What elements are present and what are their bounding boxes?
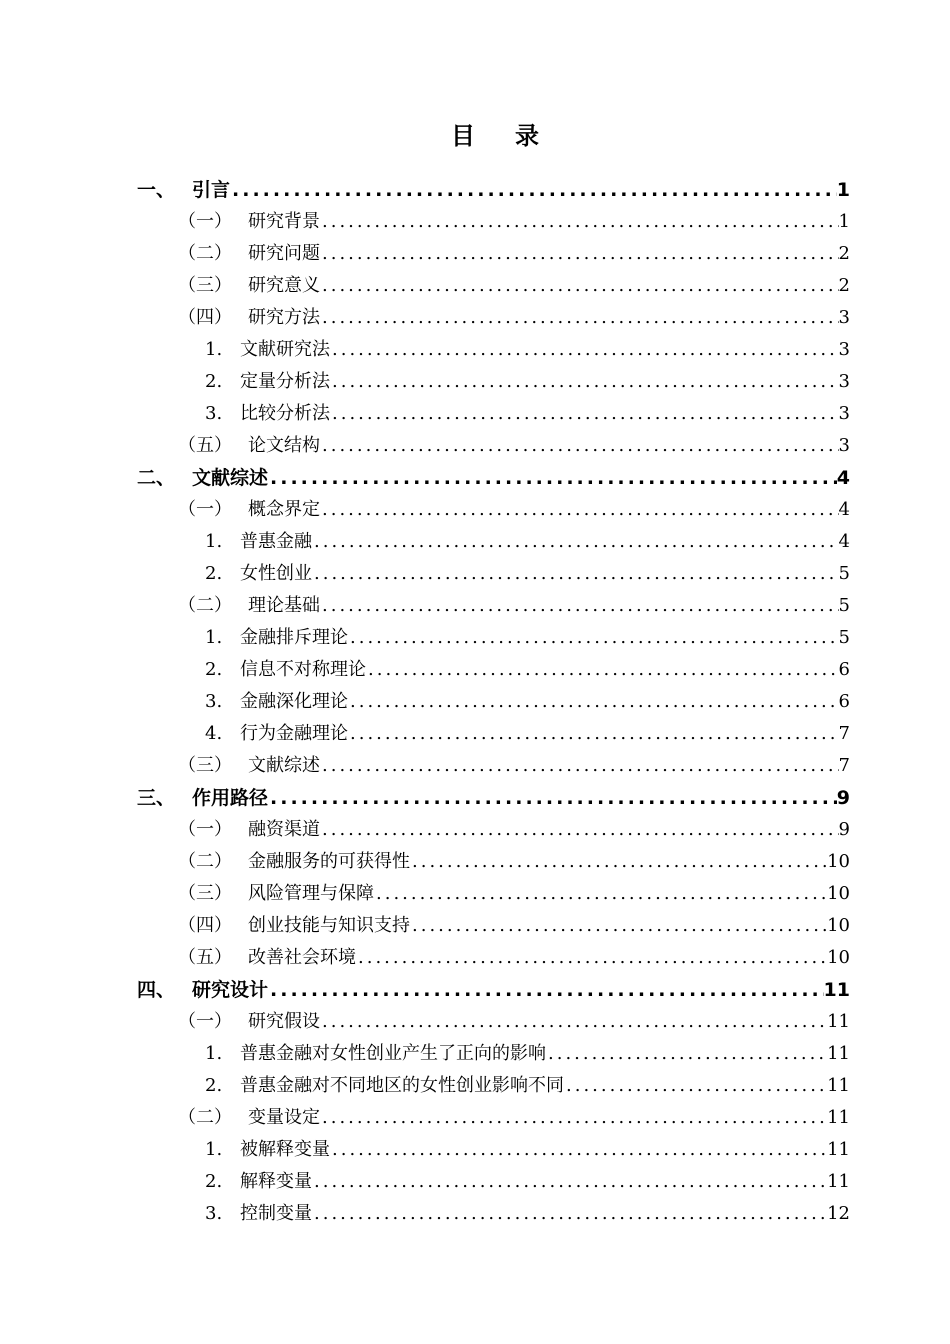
toc-entry-title: 概念界定 bbox=[248, 499, 320, 520]
toc-entry[interactable] bbox=[178, 942, 850, 974]
toc-entry-title: 金融服务的可获得性 bbox=[248, 851, 410, 872]
toc-leader-dots bbox=[268, 782, 837, 814]
toc-entry-page: 11 bbox=[827, 1171, 850, 1192]
toc-entry-title: 作用路径 bbox=[192, 787, 269, 809]
toc-entry-title: 金融深化理论 bbox=[240, 691, 348, 712]
toc-entry-title: 变量设定 bbox=[248, 1107, 320, 1128]
toc-entry-title: 创业技能与知识支持 bbox=[248, 915, 410, 936]
toc-entry-title: 解释变量 bbox=[240, 1171, 312, 1192]
toc-entry-number: （三） bbox=[178, 883, 232, 904]
toc-entry-page: 2 bbox=[838, 243, 850, 264]
toc-entry[interactable] bbox=[205, 1038, 850, 1070]
toc-entry-number: （一） bbox=[178, 499, 232, 520]
toc-entry-number: 1. bbox=[205, 531, 223, 552]
toc-leader-dots bbox=[320, 750, 839, 782]
toc-entry-title: 研究方法 bbox=[248, 307, 320, 328]
toc-entry-number: （一） bbox=[178, 819, 232, 840]
toc-entry-title: 风险管理与保障 bbox=[248, 883, 374, 904]
toc-entry[interactable] bbox=[205, 526, 850, 558]
toc-leader-dots bbox=[410, 910, 827, 942]
toc-entry[interactable] bbox=[205, 1134, 850, 1166]
toc-leader-dots bbox=[546, 1038, 827, 1070]
toc-entry-number: 三、 bbox=[137, 787, 176, 809]
toc-entry-number: （三） bbox=[178, 755, 232, 776]
toc-entry-title: 研究设计 bbox=[192, 979, 269, 1001]
toc-entry-number: （二） bbox=[178, 595, 232, 616]
toc-entry-number: 二、 bbox=[137, 467, 176, 489]
toc-leader-dots bbox=[320, 430, 839, 462]
toc-entry-title: 普惠金融对不同地区的女性创业影响不同 bbox=[240, 1075, 564, 1096]
toc-entry-title: 研究问题 bbox=[248, 243, 320, 264]
toc-entry-page: 11 bbox=[827, 1043, 850, 1064]
toc-entry-page: 12 bbox=[827, 1203, 850, 1224]
toc-entry-page: 5 bbox=[838, 563, 850, 584]
toc-entry[interactable] bbox=[205, 718, 850, 750]
toc-entry-page: 11 bbox=[827, 1075, 850, 1096]
toc-entry-number: 3. bbox=[205, 1203, 223, 1224]
toc-leader-dots bbox=[330, 398, 839, 430]
toc-leader-dots bbox=[320, 814, 839, 846]
toc-leader-dots bbox=[330, 366, 839, 398]
toc-entry-title: 论文结构 bbox=[248, 435, 320, 456]
toc-leader-dots bbox=[374, 878, 827, 910]
toc-entry[interactable] bbox=[178, 846, 850, 878]
toc-leader-dots bbox=[410, 846, 827, 878]
toc-entry-title: 研究背景 bbox=[248, 211, 320, 232]
toc-leader-dots bbox=[230, 174, 837, 206]
toc-entry-title: 被解释变量 bbox=[240, 1139, 330, 1160]
toc-entry-number: 4. bbox=[205, 723, 223, 744]
toc-leader-dots bbox=[366, 654, 839, 686]
toc-entry[interactable] bbox=[137, 462, 850, 494]
toc-entry[interactable] bbox=[137, 174, 850, 206]
toc-entry-page: 3 bbox=[838, 435, 850, 456]
toc-leader-dots bbox=[320, 206, 839, 238]
toc-entry-page: 6 bbox=[838, 691, 850, 712]
toc-leader-dots bbox=[348, 622, 839, 654]
toc-entry[interactable] bbox=[205, 654, 850, 686]
toc-entry-title: 研究假设 bbox=[248, 1011, 320, 1032]
toc-leader-dots bbox=[320, 1102, 827, 1134]
toc-leader-dots bbox=[312, 526, 839, 558]
toc-entry[interactable] bbox=[205, 366, 850, 398]
toc-entry-number: 一、 bbox=[137, 179, 176, 201]
toc-entry-page: 3 bbox=[838, 339, 850, 360]
toc-entry-number: 2. bbox=[205, 371, 223, 392]
toc-entry[interactable] bbox=[205, 398, 850, 430]
toc-entry-page: 5 bbox=[838, 627, 850, 648]
toc-leader-dots bbox=[320, 590, 839, 622]
toc-entry[interactable] bbox=[205, 1070, 850, 1102]
toc-leader-dots bbox=[268, 974, 824, 1006]
toc-entry-page: 9 bbox=[838, 819, 850, 840]
toc-entry[interactable] bbox=[137, 782, 850, 814]
toc-entry-number: 2. bbox=[205, 563, 223, 584]
toc-entry[interactable] bbox=[205, 558, 850, 590]
toc-entry[interactable] bbox=[178, 910, 850, 942]
toc-entry-number: 1. bbox=[205, 627, 223, 648]
toc-entry-number: 2. bbox=[205, 1171, 223, 1192]
toc-entry[interactable] bbox=[205, 1198, 850, 1230]
toc-entry[interactable] bbox=[178, 494, 850, 526]
toc-entry[interactable] bbox=[178, 750, 850, 782]
toc-entry-page: 10 bbox=[827, 883, 850, 904]
toc-entry-title: 文献研究法 bbox=[240, 339, 330, 360]
toc-entry[interactable] bbox=[178, 878, 850, 910]
toc-entry-page: 5 bbox=[838, 595, 850, 616]
toc-leader-dots bbox=[312, 1198, 827, 1230]
toc-leader-dots bbox=[330, 1134, 827, 1166]
toc-entry-page: 11 bbox=[823, 979, 850, 1001]
toc-entry[interactable] bbox=[205, 334, 850, 366]
toc-title bbox=[0, 116, 950, 151]
toc-entry-page: 9 bbox=[836, 787, 850, 809]
toc-entry-title: 定量分析法 bbox=[240, 371, 330, 392]
toc-entry-page: 11 bbox=[827, 1107, 850, 1128]
toc-entry-number: 2. bbox=[205, 1075, 223, 1096]
toc-entry-number: （一） bbox=[178, 211, 232, 232]
toc-entry[interactable] bbox=[178, 1102, 850, 1134]
toc-entry-page: 10 bbox=[827, 915, 850, 936]
toc-entry-title: 研究意义 bbox=[248, 275, 320, 296]
toc-entry-page: 1 bbox=[838, 211, 850, 232]
toc-entry-number: （四） bbox=[178, 915, 232, 936]
toc-entry[interactable] bbox=[178, 1006, 850, 1038]
toc-entry-page: 3 bbox=[838, 403, 850, 424]
toc-entry-page: 11 bbox=[827, 1011, 850, 1032]
toc-entry-page: 4 bbox=[838, 531, 850, 552]
toc-entry-page: 10 bbox=[827, 947, 850, 968]
toc-leader-dots bbox=[320, 238, 839, 270]
toc-leader-dots bbox=[320, 302, 839, 334]
toc-entry-title: 信息不对称理论 bbox=[240, 659, 366, 680]
toc-leader-dots bbox=[356, 942, 827, 974]
toc-entry-number: （二） bbox=[178, 243, 232, 264]
toc-entry-page: 7 bbox=[838, 755, 850, 776]
toc-entry-title: 文献综述 bbox=[248, 755, 320, 776]
toc-leader-dots bbox=[320, 270, 839, 302]
toc-entry-title: 理论基础 bbox=[248, 595, 320, 616]
toc-entry-title: 引言 bbox=[192, 179, 231, 201]
toc-entry-page: 1 bbox=[836, 179, 850, 201]
toc-entry[interactable] bbox=[178, 814, 850, 846]
toc-entry-page: 4 bbox=[836, 467, 850, 489]
toc-entry-title: 融资渠道 bbox=[248, 819, 320, 840]
toc-leader-dots bbox=[312, 558, 839, 590]
toc-leader-dots bbox=[330, 334, 839, 366]
toc-entry-page: 3 bbox=[838, 307, 850, 328]
toc-entry-number: 1. bbox=[205, 339, 223, 360]
toc-entry-number: （二） bbox=[178, 1107, 232, 1128]
toc-title-char-1: 目 bbox=[451, 122, 475, 150]
toc-entry-title: 普惠金融 bbox=[240, 531, 312, 552]
toc-entry-page: 2 bbox=[838, 275, 850, 296]
toc-entry[interactable] bbox=[178, 206, 850, 238]
toc-entry-page: 7 bbox=[838, 723, 850, 744]
toc-entry-title: 比较分析法 bbox=[240, 403, 330, 424]
toc-entry-number: （一） bbox=[178, 1011, 232, 1032]
toc-entry[interactable] bbox=[137, 974, 850, 1006]
toc-entry-number: （五） bbox=[178, 435, 232, 456]
toc-entry-number: （二） bbox=[178, 851, 232, 872]
toc-entry-title: 控制变量 bbox=[240, 1203, 312, 1224]
toc-entry[interactable] bbox=[178, 590, 850, 622]
toc-entry-number: 3. bbox=[205, 403, 223, 424]
toc-entry-title: 女性创业 bbox=[240, 563, 312, 584]
toc-entry-title: 改善社会环境 bbox=[248, 947, 356, 968]
toc-entry-title: 行为金融理论 bbox=[240, 723, 348, 744]
toc-entry-number: （三） bbox=[178, 275, 232, 296]
toc-entry-title: 文献综述 bbox=[192, 467, 269, 489]
toc-entry[interactable] bbox=[178, 302, 850, 334]
toc-entry-page: 11 bbox=[827, 1139, 850, 1160]
toc-entry-number: 3. bbox=[205, 691, 223, 712]
toc-entry-title: 普惠金融对女性创业产生了正向的影响 bbox=[240, 1043, 546, 1064]
toc-entry-page: 6 bbox=[838, 659, 850, 680]
toc-leader-dots bbox=[268, 462, 837, 494]
toc-entry-number: （五） bbox=[178, 947, 232, 968]
toc-entry-page: 3 bbox=[838, 371, 850, 392]
toc-leader-dots bbox=[348, 718, 839, 750]
toc-entry-number: （四） bbox=[178, 307, 232, 328]
toc-entry-number: 1. bbox=[205, 1043, 223, 1064]
toc-entry[interactable] bbox=[178, 270, 850, 302]
toc-entry-page: 10 bbox=[827, 851, 850, 872]
toc-title-char-2: 录 bbox=[515, 122, 539, 150]
toc-entry-number: 1. bbox=[205, 1139, 223, 1160]
toc-entry[interactable] bbox=[178, 430, 850, 462]
toc-entry[interactable] bbox=[178, 238, 850, 270]
toc-leader-dots bbox=[320, 494, 839, 526]
toc-entry-number: 四、 bbox=[137, 979, 176, 1001]
toc-entry[interactable] bbox=[205, 1166, 850, 1198]
toc-entry-title: 金融排斥理论 bbox=[240, 627, 348, 648]
toc-entry[interactable] bbox=[205, 622, 850, 654]
toc-leader-dots bbox=[312, 1166, 827, 1198]
toc-entry-page: 4 bbox=[838, 499, 850, 520]
toc-leader-dots bbox=[564, 1070, 827, 1102]
toc-leader-dots bbox=[320, 1006, 827, 1038]
toc-entry-number: 2. bbox=[205, 659, 223, 680]
toc-entry[interactable] bbox=[205, 686, 850, 718]
toc-leader-dots bbox=[348, 686, 839, 718]
